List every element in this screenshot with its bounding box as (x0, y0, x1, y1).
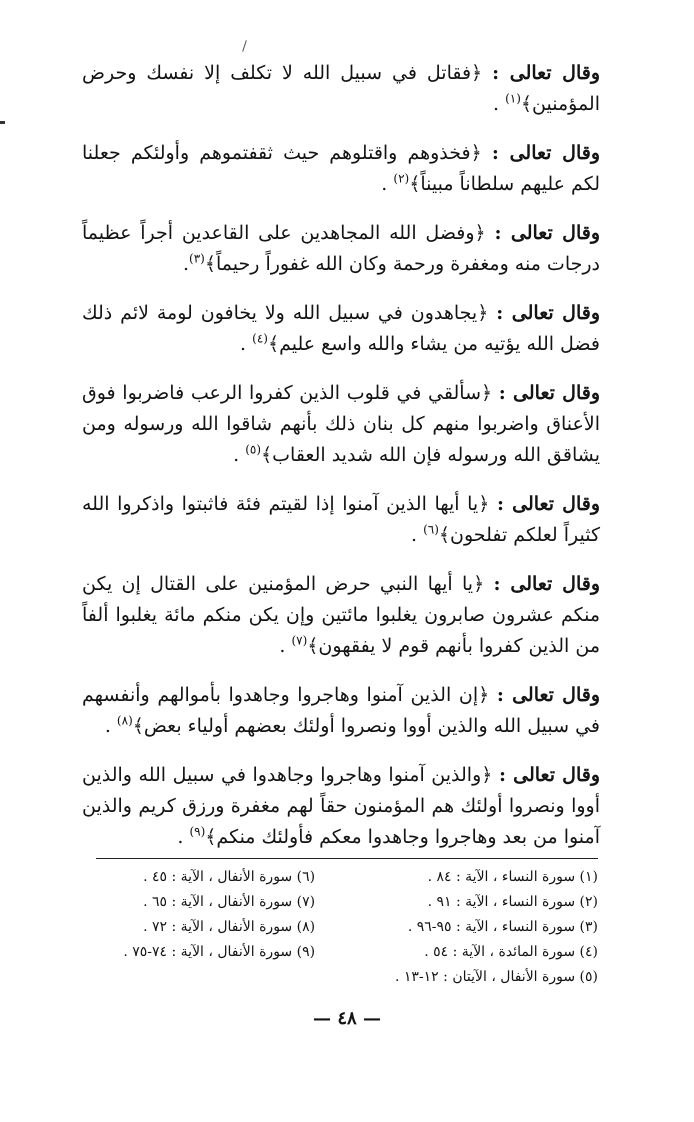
verse-lead: وقال تعالى : (498, 764, 600, 786)
footnote-ref: (٩) (189, 824, 206, 839)
verse-text: ﴿سألقي في قلوب الذين كفروا الرعب فاضربوا فوق الأعناق واضربوا منهم كل بنان ذلك بأنهم شاقوا الله ورسوله ومن يشاقق الله ورسوله فإن الله شديد العقاب﴾ (82, 382, 600, 466)
verse-lead: وقال تعالى : (498, 382, 600, 404)
verse-text: ﴿إن الذين آمنوا وهاجروا وجاهدوا بأموالهم وأنفسهم في سبيل الله والذين أووا ونصروا أولئك بعضهم أولياء بعض﴾ (82, 684, 600, 737)
verse-text: ﴿فخذوهم واقتلوهم حيث ثقفتموهم وأولئكم جعلنا لكم عليهم سلطاناً مبيناً﴾ (82, 142, 600, 195)
footnote: (١) سورة النساء ، الآية : ٨٤ . (427, 869, 598, 885)
verse-end: . (240, 333, 253, 355)
verse-lead: وقال تعالى : (496, 302, 600, 324)
verse-lead: وقال تعالى : (491, 142, 601, 164)
footnote: (٨) سورة الأنفال ، الآية : ٧٢ . (143, 919, 316, 935)
footnote-ref: (٢) (393, 171, 410, 186)
footnotes-column-right (339, 865, 598, 990)
verse-lead: وقال تعالى : (496, 684, 601, 706)
verse-paragraph (82, 378, 600, 471)
verse-end: . (182, 253, 190, 275)
footnote: (٤) سورة المائدة ، الآية : ٥٤ . (424, 944, 598, 960)
verse-end: . (279, 635, 292, 657)
verse-paragraph (82, 760, 600, 853)
footnote: (٥) سورة الأنفال ، الآيتان : ١٢-١٣ . (394, 969, 598, 985)
page-number: — ٤٨ — (313, 1008, 381, 1029)
verse-paragraph (82, 138, 600, 200)
pen-mark (242, 40, 247, 52)
verse-lead: وقال تعالى : (494, 222, 600, 244)
verse-lead: وقال تعالى : (496, 493, 601, 515)
verse-paragraph (82, 569, 600, 662)
footnote: (٢) سورة النساء ، الآية : ٩١ . (427, 894, 598, 910)
verse-text: ﴿يا أيها النبي حرض المؤمنين على القتال إن يكن منكم عشرون صابرون يغلبوا مائتين وإن يكن منكم مائة يغلبوا ألفاً من الذين كفروا بأنهم قوم لا يفقهون﴾ (82, 573, 600, 657)
verse-text: ﴿يا أيها الذين آمنوا إذا لقيتم فئة فاثبتوا واذكروا الله كثيراً لعلكم تفلحون﴾ (82, 493, 600, 546)
footnote-ref: (٧) (291, 633, 308, 648)
footnote: (٦) سورة الأنفال ، الآية : ٤٥ . (143, 869, 316, 885)
footnote: (٧) سورة الأنفال ، الآية : ٦٥ . (143, 894, 316, 910)
footnote: (٣) سورة النساء ، الآية : ٩٥-٩٦ . (407, 919, 598, 935)
verse-paragraph (82, 680, 600, 742)
verse-end: . (177, 826, 190, 848)
footnote-ref: (١) (505, 91, 521, 106)
verse-paragraph (82, 218, 600, 280)
footnote-ref: (٣) (189, 251, 205, 266)
footnote-ref: (٤) (252, 331, 268, 346)
verse-lead: وقال تعالى : (493, 573, 600, 595)
main-text (82, 58, 600, 871)
footnotes (96, 858, 598, 990)
verse-text: ﴿والذين آمنوا وهاجروا وجاهدوا في سبيل الله والذين أووا ونصروا أولئك هم المؤمنون حقاً لهم مغفرة ورزق كريم والذين آمنوا من بعد وهاجروا وجاهدوا معكم فأولئك منكم﴾ (82, 764, 600, 848)
verse-end: . (492, 93, 506, 115)
footnotes-column-left (96, 865, 315, 990)
footnote-ref: (٥) (245, 442, 262, 457)
margin-mark (0, 121, 5, 124)
verse-end: . (233, 444, 246, 466)
verse-paragraph (82, 489, 600, 551)
verse-end: . (381, 173, 394, 195)
footnote-ref: (٨) (116, 713, 133, 728)
verse-text: ﴿وفضل الله المجاهدين على القاعدين أجراً عظيماً درجات منه ومغفرة ورحمة وكان الله غفوراً رحيماً﴾ (82, 222, 600, 275)
footnote: (٩) سورة الأنفال ، الآية : ٧٤-٧٥ . (123, 944, 316, 960)
verse-end: . (104, 715, 117, 737)
verse-lead: وقال تعالى : (492, 62, 600, 84)
verse-text: ﴿فقاتل في سبيل الله لا تكلف إلا نفسك وحرض المؤمنين﴾ (82, 62, 600, 115)
verse-text: ﴿يجاهدون في سبيل الله ولا يخافون لومة لائم ذلك فضل الله يؤتيه من يشاء والله واسع عليم﴾ (82, 302, 600, 355)
verse-paragraph (82, 298, 600, 360)
verse-paragraph (82, 58, 600, 120)
footnote-ref: (٦) (423, 522, 439, 537)
verse-end: . (410, 524, 424, 546)
